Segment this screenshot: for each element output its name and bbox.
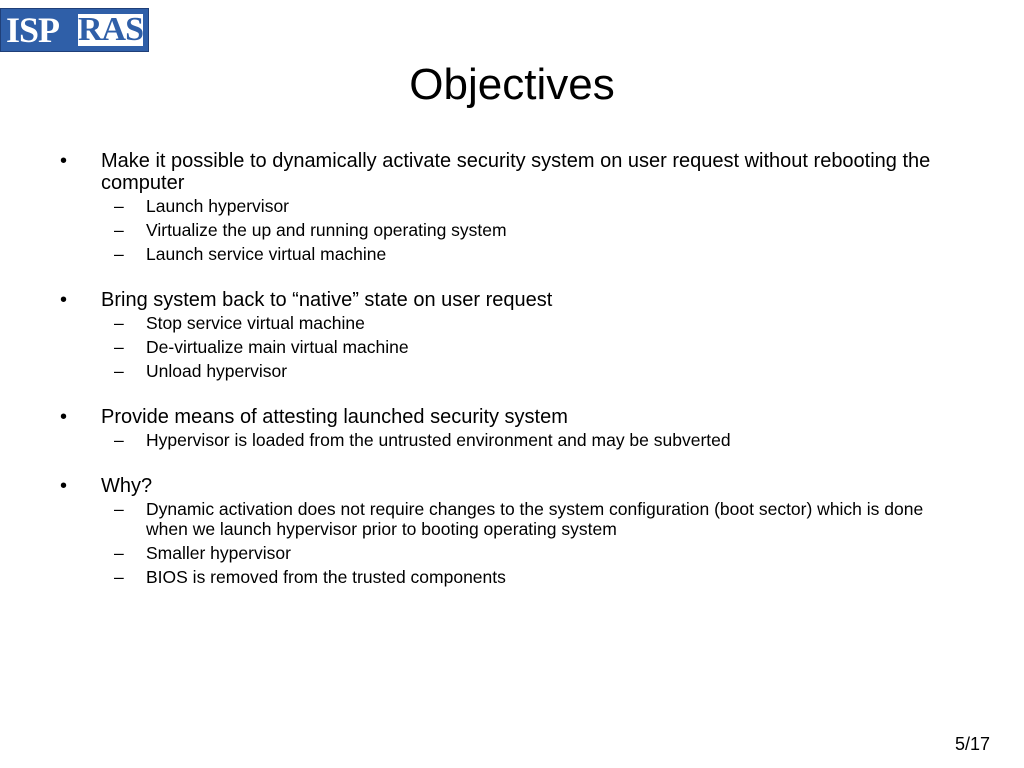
isp-ras-logo (0, 8, 149, 52)
sub-bullet-text: Virtualize the up and running operating system (146, 220, 507, 240)
page-number: 5/17 (954, 734, 990, 754)
logo-ras-text: RAS (77, 11, 143, 48)
dash-icon: – (114, 220, 124, 240)
sub-bullet-item (0, 244, 1024, 264)
bullet-icon: • (60, 406, 68, 428)
bullet-item (0, 150, 1024, 194)
sub-bullet-item (0, 430, 1024, 450)
dash-icon: – (114, 543, 124, 563)
bullet-icon: • (60, 475, 68, 497)
bullet-item (0, 406, 1024, 428)
sub-bullet-text: Dynamic activation does not require changes to the system configuration (boot sector) which is done when we launch hypervisor prior to booting operating system (146, 499, 924, 539)
bullet-icon: • (60, 289, 68, 311)
sub-bullet-item (0, 567, 1024, 587)
slide-title: Objectives (409, 60, 615, 109)
dash-icon: – (114, 499, 124, 519)
sub-bullet-text: Hypervisor is loaded from the untrusted environment and may be subverted (146, 430, 731, 450)
bullet-item (0, 289, 1024, 311)
sub-bullet-item (0, 220, 1024, 240)
bullet-text: Provide means of attesting launched security system (101, 406, 568, 428)
dash-icon: – (114, 313, 124, 333)
sub-bullet-text: Smaller hypervisor (146, 543, 291, 563)
sub-bullet-text: Launch hypervisor (146, 196, 289, 216)
sub-bullet-item (0, 361, 1024, 381)
dash-icon: – (114, 430, 124, 450)
sub-bullet-text: Stop service virtual machine (146, 313, 365, 333)
bullet-group (0, 406, 1024, 450)
bullet-group (0, 475, 1024, 587)
sub-bullet-item (0, 196, 1024, 216)
dash-icon: – (114, 567, 124, 587)
sub-bullet-item (0, 337, 1024, 357)
sub-bullet-item (0, 499, 1024, 539)
bullet-item (0, 475, 1024, 497)
sub-bullet-text: De-virtualize main virtual machine (146, 337, 409, 357)
dash-icon: – (114, 361, 124, 381)
bullet-group (0, 289, 1024, 381)
slide-content (0, 150, 1024, 612)
dash-icon: – (114, 337, 124, 357)
dash-icon: – (114, 244, 124, 264)
bullet-text: Bring system back to “native” state on user request (101, 289, 553, 311)
sub-bullet-item (0, 313, 1024, 333)
sub-bullet-text: Unload hypervisor (146, 361, 288, 381)
bullet-text: Make it possible to dynamically activate security system on user request without rebooting the computer (101, 150, 931, 194)
bullet-text: Why? (101, 475, 153, 497)
dash-icon: – (114, 196, 124, 216)
bullet-icon: • (60, 150, 68, 172)
bullet-group (0, 150, 1024, 264)
logo-isp-text: ISP (6, 10, 60, 50)
sub-bullet-text: Launch service virtual machine (146, 244, 387, 264)
sub-bullet-text: BIOS is removed from the trusted components (146, 567, 506, 587)
sub-bullet-item (0, 543, 1024, 563)
